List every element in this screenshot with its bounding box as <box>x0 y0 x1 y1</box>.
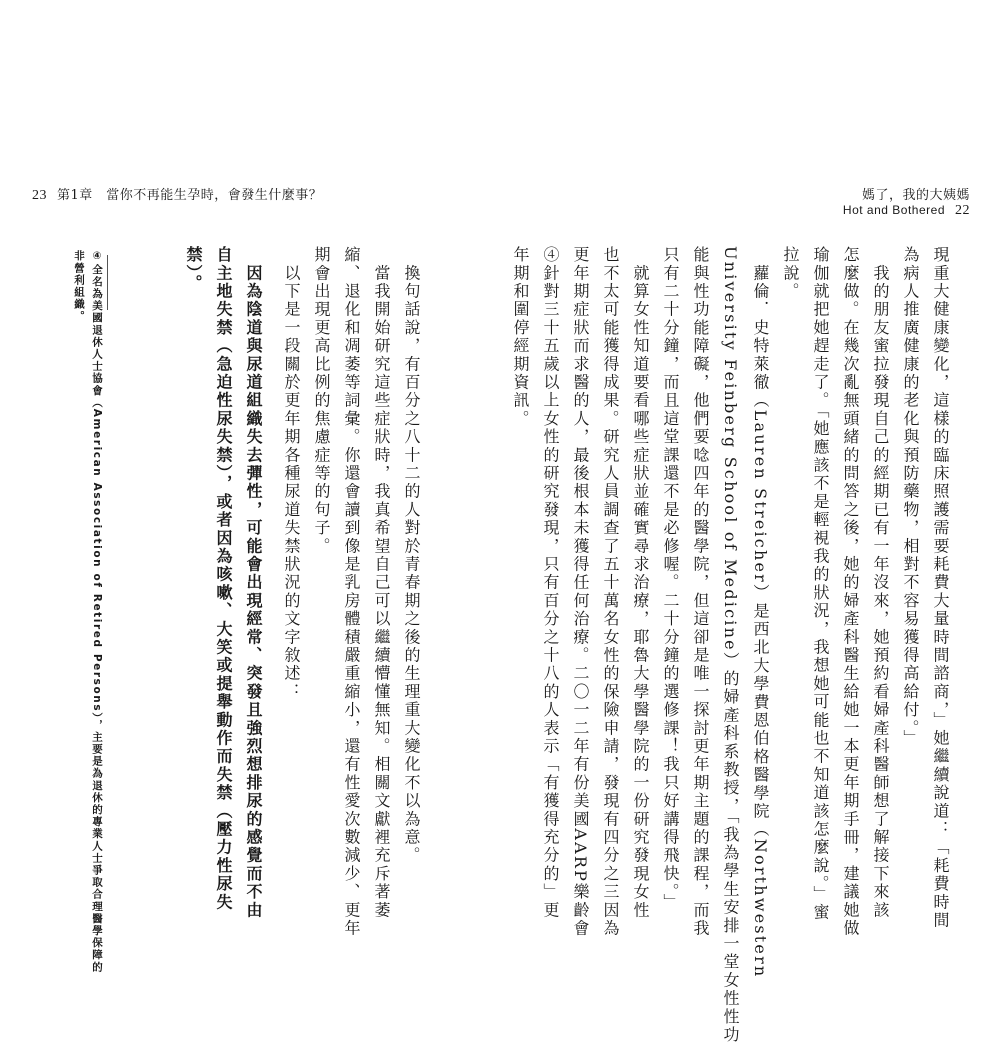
left-running-head <box>32 184 322 204</box>
text-line: 為病人推廣健康的老化與預防藥物，相對不容易獲得高給付。」 <box>901 246 920 748</box>
footnote-line: 非營利組織。 <box>73 250 85 323</box>
text-line: 蘿倫．史特萊徹（Lauren Streicher）是西北大學費恩伯格醫學院（Northwestern <box>751 246 770 979</box>
block-quote-line: 因為陰道與尿道組織失去彈性，可能會出現經常、突發且強烈想排尿的感覺而不由 <box>244 246 263 920</box>
text-line: 我的朋友蜜拉發現自己的經期已有一年沒來，她預約看婦產科醫師想了解接下來該 <box>871 246 890 920</box>
book-title-en: Hot and Bothered <box>842 203 945 217</box>
text-line: 怎麼做。在幾次亂無頭緒的問答之後，她的婦產科醫生給她一本更年期手冊，建議她做 <box>841 246 860 938</box>
text-line: 拉說。 <box>781 246 800 301</box>
text-line: 也不太可能獲得成果。研究人員調查了五十萬名女性的保險申請，發現有四分之三因為 <box>601 246 620 938</box>
text-line: 換句話說，有百分之八十二的人對於青春期之後的生理重大變化不以為意。 <box>402 246 421 865</box>
text-line: 縮、退化和凋萎等詞彙。你還會讀到像是乳房體積嚴重縮小，還有性愛次數減少、更年 <box>342 246 361 938</box>
book-title-zh: 媽了，我的大姨媽 <box>861 188 970 203</box>
block-quote-line: 自主地失禁（急迫性尿失禁），或者因為咳嗽、大笑或提舉動作而失禁（壓力性尿失 <box>214 246 233 912</box>
text-line: 以下是一段關於更年期各種尿道失禁狀況的文字敘述： <box>282 246 301 701</box>
footnote-line: ④全名為美國退休人士協會（American Association of Retired Persons），主要是為退休的專業人士爭取合理醫學保障的 <box>91 250 103 974</box>
right-page-number: 22 <box>955 203 970 218</box>
text-line: 能與性功能障礙，他們要唸四年的醫學院，但這卻是唯一探討更年期主題的課程，而我 <box>691 246 710 938</box>
text-line: 瑜伽就把她趕走了。「她應該不是輕視我的狀況，我想她可能也不知道該怎麼說。」蜜 <box>811 246 830 922</box>
text-line: 年期和圍停經期資訊。 <box>511 246 530 428</box>
text-line: 現重大健康變化，這樣的臨床照護需要耗費大量時間諮商，」她繼續說道：「耗費時間 <box>931 246 950 930</box>
text-line: 當我開始研究這些症狀時，我真希望自己可以繼續懵懂無知。相關文獻裡充斥著萎 <box>372 246 391 920</box>
block-quote-line: 禁）。 <box>184 246 203 293</box>
left-chapter-title: 第1章 當你不再能生孕時，會發生什麼事？ <box>57 188 323 203</box>
text-line: 就算女性知道要看哪些症狀並確實尋求治療，耶魯大學醫學院的一份研究發現女性 <box>631 246 650 920</box>
text-line: ④針對三十五歲以上女性的研究發現，只有百分之十八的人表示「有獲得充分的」更 <box>541 246 560 920</box>
text-line: 只有二十分鐘，而且這堂課還不是必修喔。二十分鐘的選修課！我只好講得飛快。」 <box>661 246 680 912</box>
text-line: 期會出現更高比例的焦慮症等的句子。 <box>312 246 331 556</box>
left-page-number: 23 <box>32 188 47 203</box>
right-running-head <box>843 184 970 219</box>
footnote-rule <box>107 255 108 310</box>
text-line: 更年期症狀而求醫的人，最後根本未獲得任何治療。二〇一二年有份美國AARP樂齡會 <box>571 246 590 938</box>
text-line: University Feinberg School of Medicine）的婦產科系教授，「我為學生安排一堂女性性功 <box>721 246 740 1044</box>
